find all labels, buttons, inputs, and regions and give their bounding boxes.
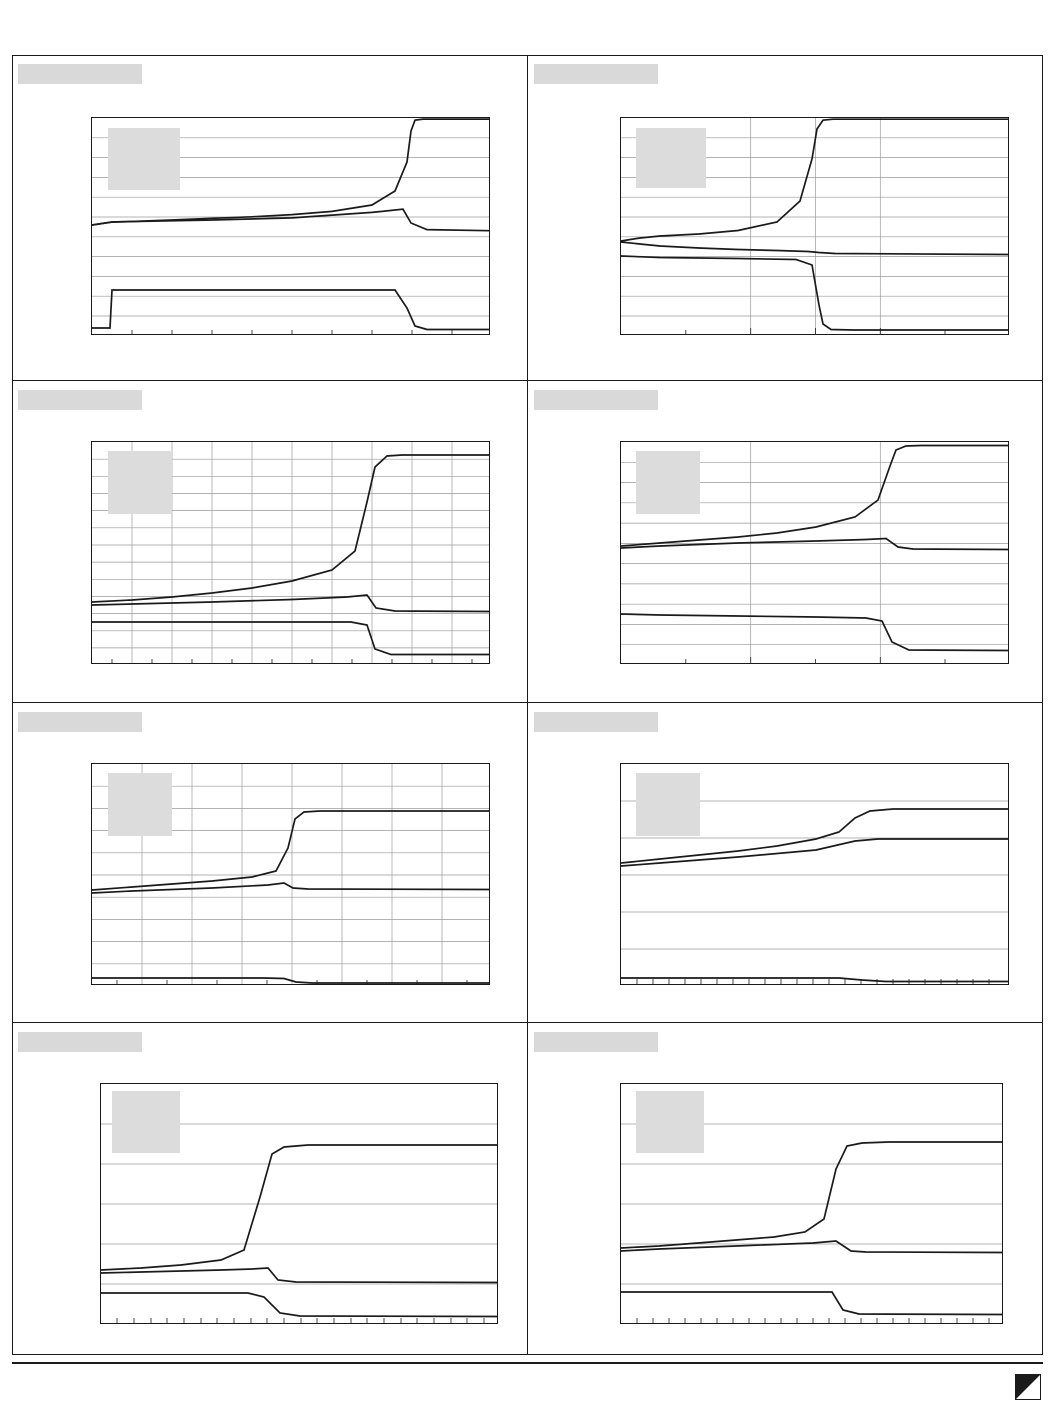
chart-cell-8 bbox=[528, 1023, 1043, 1355]
logo-triangle-upper bbox=[1016, 1375, 1040, 1399]
chart-cell-2 bbox=[528, 55, 1043, 380]
chart-legend-4 bbox=[636, 451, 700, 514]
chart-title-7 bbox=[18, 1032, 142, 1052]
chart-cell-5 bbox=[12, 703, 527, 1022]
chart-legend-2 bbox=[636, 128, 706, 188]
chart-legend-6 bbox=[636, 773, 700, 836]
chart-cell-1 bbox=[12, 55, 527, 380]
chart-cell-4 bbox=[528, 381, 1043, 702]
chart-title-4 bbox=[534, 390, 658, 410]
chart-cell-7 bbox=[12, 1023, 527, 1355]
chart-cell-6 bbox=[528, 703, 1043, 1022]
chart-title-3 bbox=[18, 390, 142, 410]
chart-title-8 bbox=[534, 1032, 658, 1052]
chart-title-5 bbox=[18, 712, 142, 732]
chart-title-2 bbox=[534, 64, 658, 84]
corner-triangle-logo bbox=[1015, 1374, 1041, 1400]
chart-legend-5 bbox=[108, 773, 172, 836]
chart-cell-3 bbox=[12, 381, 527, 702]
chart-title-1 bbox=[18, 64, 142, 84]
chart-legend-7 bbox=[112, 1091, 180, 1153]
chart-title-6 bbox=[534, 712, 658, 732]
footer-rule bbox=[12, 1362, 1043, 1364]
chart-legend-8 bbox=[636, 1091, 704, 1153]
chart-legend-3 bbox=[108, 451, 172, 514]
chart-legend-1 bbox=[108, 128, 180, 190]
